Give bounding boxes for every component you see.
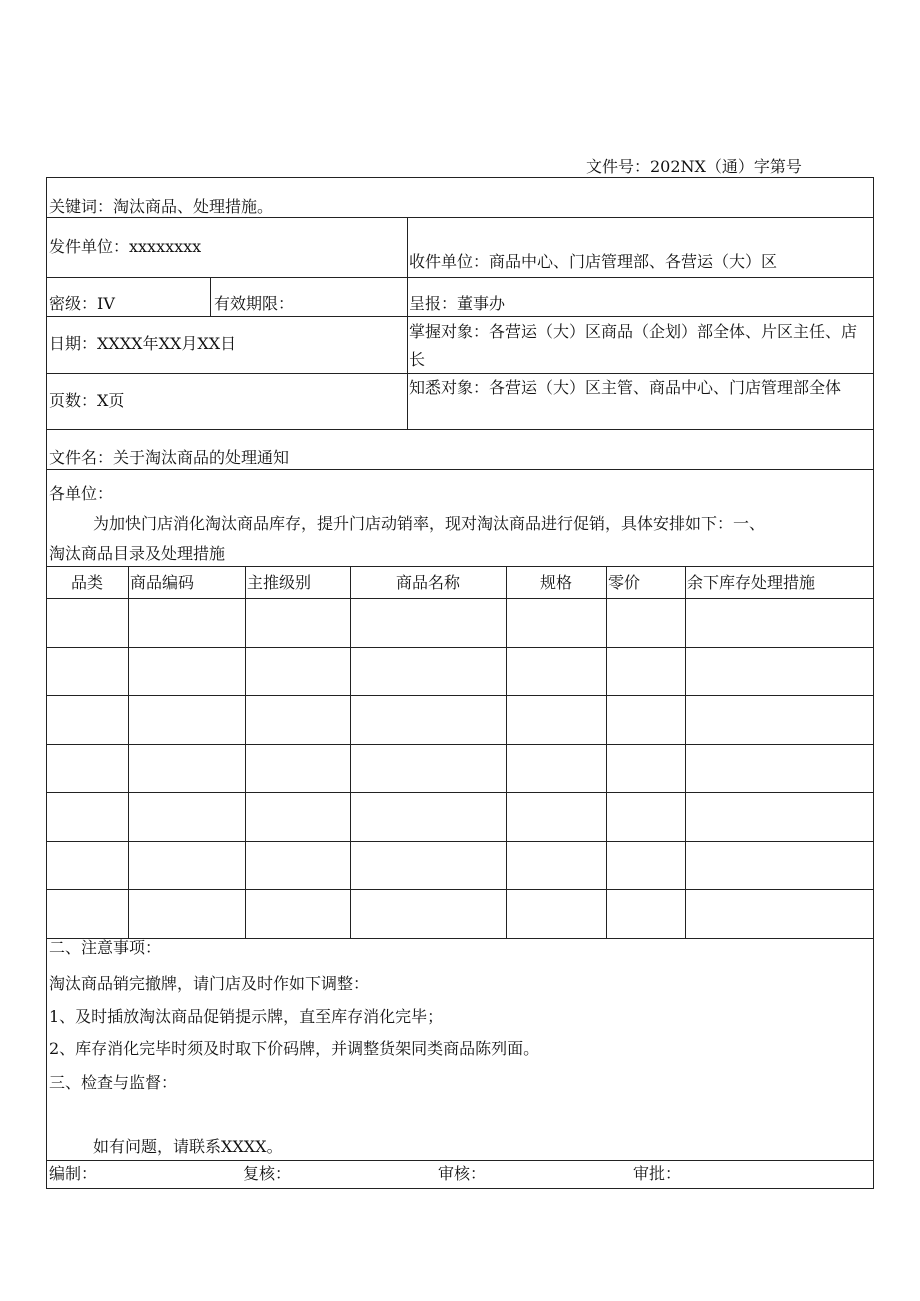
file-name: 文件名：关于淘汰商品的处理通知 <box>49 448 290 467</box>
table-gridline <box>46 566 874 567</box>
table-gridline <box>46 695 874 696</box>
compiled-by: 编制： <box>49 1164 98 1183</box>
divider <box>46 277 874 278</box>
table-header-cell: 主推级别 <box>247 573 312 592</box>
approved-by: 审批： <box>633 1164 682 1183</box>
intro-line-1: 为加快门店消化淘汰商品库存，提升门店动销率，现对淘汰商品进行促销，具体安排如下：一、 <box>93 514 766 533</box>
table-gridline <box>46 647 874 648</box>
security-level: 密级：IV <box>49 294 115 313</box>
notes-title: 二、注意事项： <box>49 938 162 957</box>
table-gridline <box>350 566 351 938</box>
notes-item-2: 2、库存消化完毕时须及时取下价码牌，并调整货架同类商品陈列面。 <box>49 1039 540 1058</box>
date: 日期：XXXX年XX月XX日 <box>49 334 237 353</box>
table-header-cell: 规格 <box>539 573 572 592</box>
table-header-cell: 零价 <box>608 573 641 592</box>
report-to: 呈报：董事办 <box>409 294 506 313</box>
inspection-title: 三、检查与监督： <box>49 1073 178 1092</box>
contact-line: 如有问题，请联系XXXX。 <box>93 1137 283 1156</box>
keywords: 关键词：淘汰商品、处理措施。 <box>49 197 274 216</box>
table-gridline <box>46 841 874 842</box>
salutation: 各单位： <box>49 484 114 503</box>
sender-unit-text: 发件单位：xxxxxxxx <box>49 237 202 256</box>
table-header-cell: 商品编码 <box>130 573 195 592</box>
divider <box>210 277 211 316</box>
intro-line-2: 淘汰商品目录及处理措施 <box>49 544 226 563</box>
validity-period: 有效期限： <box>214 294 295 313</box>
master-audience: 掌握对象：各营运（大）区商品（企划）部全体、片区主任、店长 <box>409 322 858 369</box>
table-gridline <box>46 744 874 745</box>
table-gridline <box>128 566 129 938</box>
table-gridline <box>46 938 874 939</box>
table-gridline <box>606 566 607 938</box>
table-gridline <box>46 889 874 890</box>
table-gridline <box>46 792 874 793</box>
reviewed-by: 复核： <box>243 1164 292 1183</box>
informed-audience: 知悉对象：各营运（大）区主管、商品中心、门店管理部全体 <box>409 378 842 397</box>
table-gridline <box>245 566 246 938</box>
page-count: 页数：X页 <box>49 391 125 410</box>
divider <box>407 217 408 429</box>
table-header-cell: 品类 <box>70 573 103 592</box>
table-header-cell: 余下库存处理措施 <box>687 573 816 592</box>
table-gridline <box>685 566 686 938</box>
table-header-cell: 商品名称 <box>395 573 460 592</box>
notes-item-1: 1、及时插放淘汰商品促销提示牌，直至库存消化完毕； <box>49 1007 444 1026</box>
audited-by: 审核： <box>438 1164 487 1183</box>
divider <box>46 429 874 430</box>
document-number: 文件号：202NX（通）字第号 <box>586 157 802 176</box>
table-gridline <box>506 566 507 938</box>
receiver-unit: 收件单位：商品中心、门店管理部、各营运（大）区 <box>409 252 778 271</box>
table-gridline <box>46 598 874 599</box>
notes-line-1: 淘汰商品销完撤牌，请门店及时作如下调整： <box>49 974 370 993</box>
sender-unit <box>49 233 201 261</box>
